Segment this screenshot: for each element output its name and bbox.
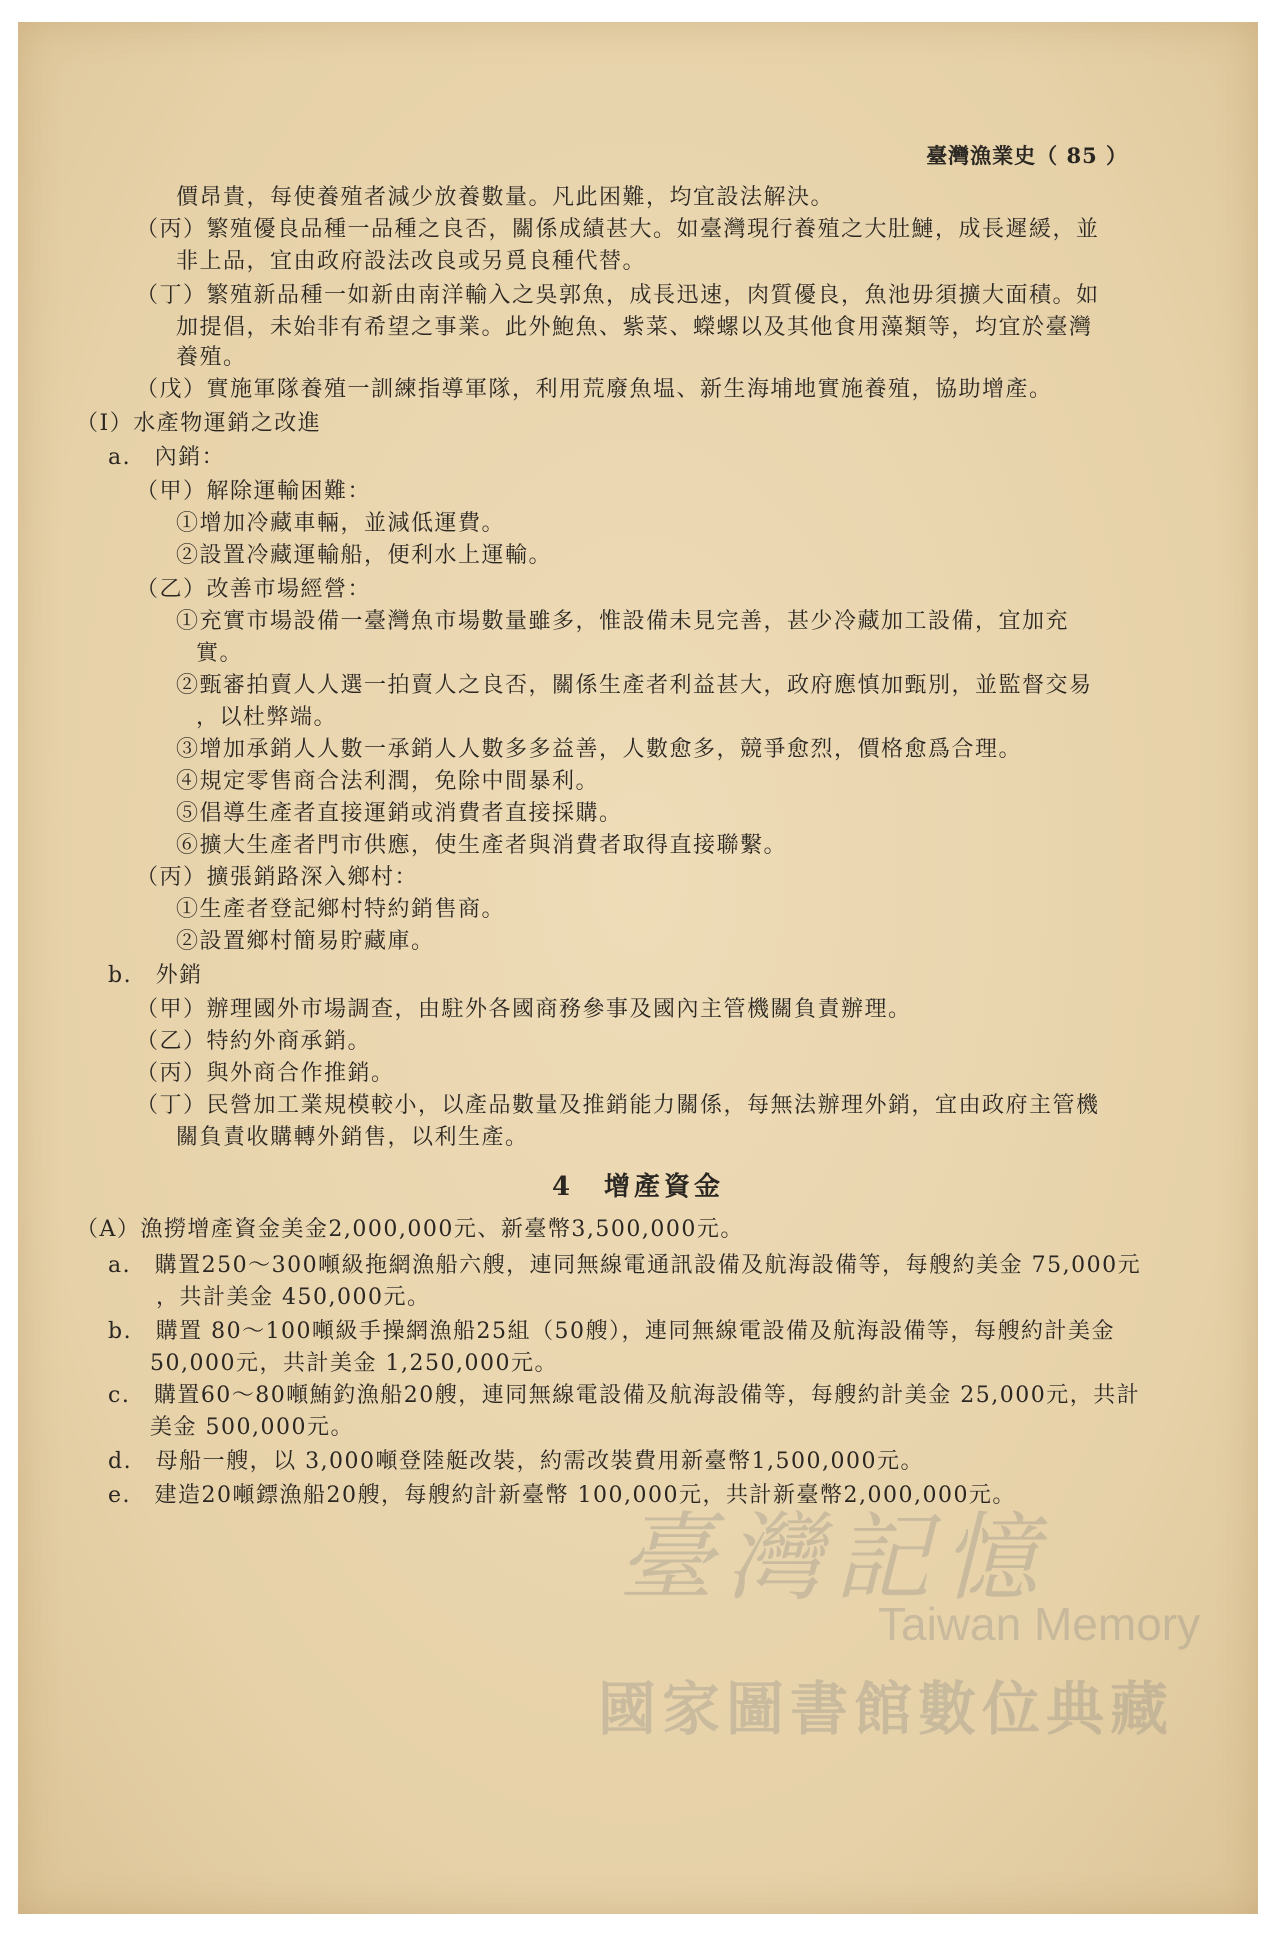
text-line: ④規定零售商合法利潤，免除中間暴利。 <box>176 769 600 794</box>
text-line: 美金 500,000元。 <box>150 1415 354 1440</box>
subsection-heading: （I）水產物運銷之改進 <box>76 411 322 436</box>
text-line: （乙）特約外商承銷。 <box>136 1029 372 1054</box>
text-line: ①充實市場設備一臺灣魚市場數量雖多，惟設備未見完善，甚少冷藏加工設備，宜加充 <box>176 609 1070 634</box>
text-line: （戊）實施軍隊養殖一訓練指導軍隊，利用荒廢魚塭、新生海埔地實施養殖，協助增產。 <box>136 377 1053 402</box>
text-line: ，以杜弊端。 <box>196 705 338 730</box>
text-line: （丁）民營加工業規模較小，以產品數量及推銷能力關係，每無法辦理外銷，宜由政府主管機 <box>136 1093 1100 1118</box>
text-line: ⑤倡導生產者直接運銷或消費者直接採購。 <box>176 801 623 826</box>
text-line: ②甄審拍賣人人選一拍賣人之良否，關係生產者利益甚大，政府應慎加甄別，並監督交易 <box>176 673 1093 698</box>
text-line: ②設置鄉村簡易貯藏庫。 <box>176 929 435 954</box>
text-line: ①生產者登記鄉村特約銷售商。 <box>176 897 506 922</box>
text-line: （丙）與外商合作推銷。 <box>136 1061 395 1086</box>
text-line: 實。 <box>196 641 244 666</box>
text-line: （丙）擴張銷路深入鄉村： <box>136 865 419 890</box>
text-line: ①增加冷藏車輛，並減低運費。 <box>176 511 506 536</box>
text-line: 關負責收購轉外銷售，以利生產。 <box>176 1125 529 1150</box>
text-line: 非上品，宜由政府設法改良或另覓良種代替。 <box>176 249 647 274</box>
text-line: b. 購置 80～100噸級手操網漁船25組（50艘），連同無線電設備及航海設備等，每艘約計美金 <box>108 1319 1116 1344</box>
watermark-chinese: 臺灣記憶 <box>618 1502 1050 1614</box>
text-line: a. 內銷： <box>108 445 226 470</box>
text-line: 價昂貴，每使養殖者減少放養數量。凡此困難，均宜設法解決。 <box>176 185 835 210</box>
document-page <box>18 22 1258 1914</box>
text-line: （乙）改善市場經營： <box>136 577 372 602</box>
text-line: d. 母船一艘，以 3,000噸登陸艇改裝，約需改裝費用新臺幣1,500,000元。 <box>108 1449 925 1474</box>
watermark-org: 國家圖書館數位典藏 <box>598 1675 1175 1743</box>
text-line: ③增加承銷人人數一承銷人人數多多益善，人數愈多，競爭愈烈，價格愈爲合理。 <box>176 737 1023 762</box>
text-line: ②設置冷藏運輸船，便利水上運輸。 <box>176 543 553 568</box>
watermark-english: Taiwan Memory <box>878 1598 1201 1650</box>
page-header: 臺灣漁業史（ 85 ） <box>926 143 1128 168</box>
text-line: （丁）繁殖新品種一如新由南洋輸入之吳郭魚，成長迅速，肉質優良，魚池毋須擴大面積。如 <box>136 283 1100 308</box>
text-line: a. 購置250～300噸級拖網漁船六艘，連同無線電通訊設備及航海設備等，每艘約美金 75,000元 <box>108 1253 1142 1278</box>
text-line: 養殖。 <box>176 345 247 370</box>
watermark <box>578 1482 1218 1782</box>
text-line: e. 建造20噸鏢漁船20艘，每艘約計新臺幣 100,000元，共計新臺幣2,000,000元。 <box>108 1483 1016 1508</box>
text-line: 加提倡，未始非有希望之事業。此外鮑魚、紫菜、蠑螺以及其他食用藻類等，均宜於臺灣 <box>176 315 1093 340</box>
text-line: ⑥擴大生產者門市供應，使生產者與消費者取得直接聯繫。 <box>176 833 788 858</box>
text-line: b. 外銷 <box>108 963 203 988</box>
text-line: （甲）辦理國外市場調查，由駐外各國商務參事及國內主管機關負責辦理。 <box>136 997 912 1022</box>
text-line: 50,000元，共計美金 1,250,000元。 <box>150 1351 558 1376</box>
text-line: （甲）解除運輸困難： <box>136 479 372 504</box>
text-line: c. 購置60～80噸鮪釣漁船20艘，連同無線電設備及航海設備等，每艘約計美金 25,000元，共計 <box>108 1383 1141 1408</box>
section-title: 4 增產資金 <box>551 1172 725 1202</box>
text-line: （丙）繁殖優良品種一品種之良否，關係成績甚大。如臺灣現行養殖之大肚鰱，成長遲緩，並 <box>136 217 1100 242</box>
text-line: （A）漁撈增產資金美金2,000,000元、新臺幣3,500,000元。 <box>76 1217 744 1242</box>
text-line: ，共計美金 450,000元。 <box>156 1285 431 1310</box>
